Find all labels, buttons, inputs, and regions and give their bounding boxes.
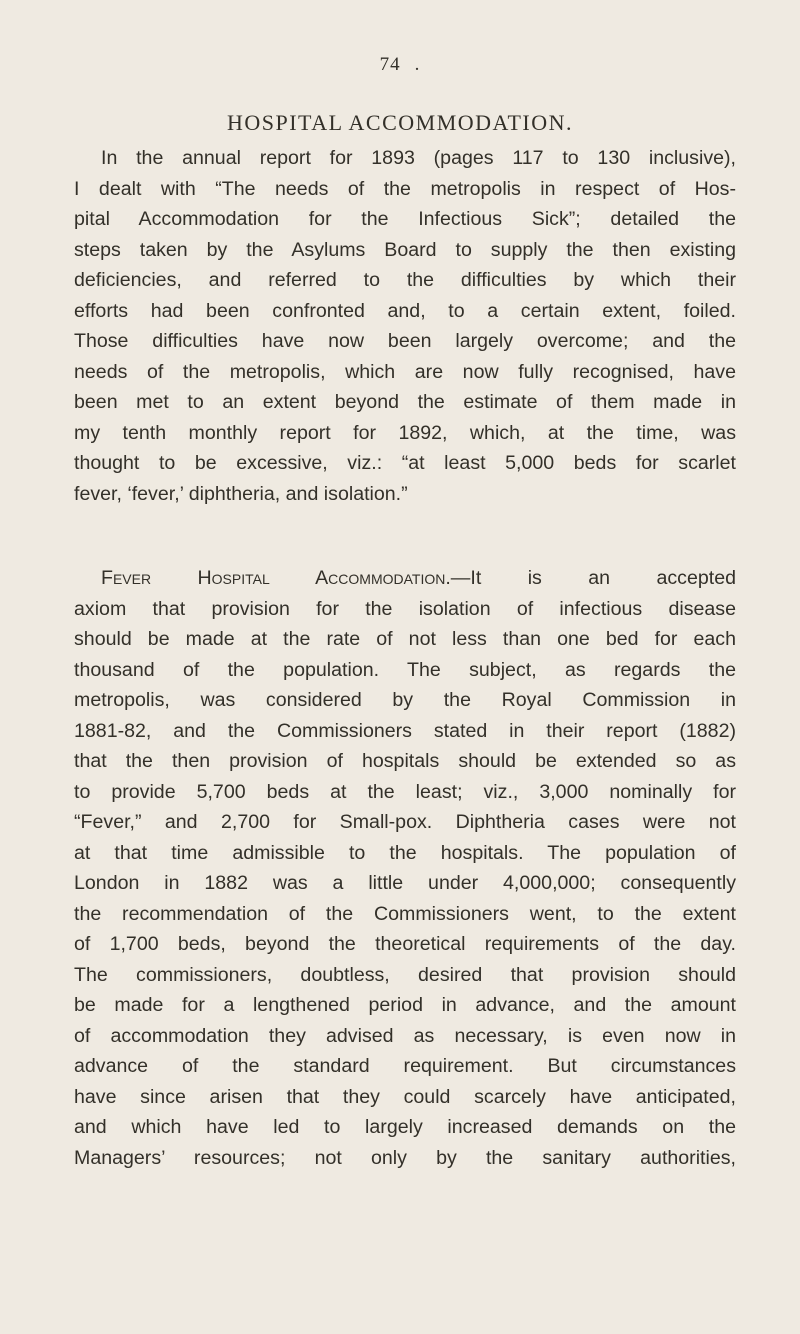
page-number (0, 54, 800, 76)
paragraph-1-line: I dealt with “The needs of the metropolis in respect of Hos- (74, 177, 736, 200)
paragraph-2-line: advance of the standard requirement. But circumstances (74, 1055, 736, 1077)
paragraph-2-line: 1881-82, and the Commissioners stated in their report (1882) (74, 719, 736, 742)
paragraph-2-line: should be made at the rate of not less than one bed for each (74, 628, 736, 650)
paragraph-1-line: my tenth monthly report for 1892, which, at the time, was (74, 421, 736, 444)
paragraph-2-line: of 1,700 beds, beyond the theoretical requirements of the day. (74, 933, 736, 955)
page-number-value: 74 (379, 54, 401, 75)
page-number-mark: . (414, 54, 421, 75)
paragraph-1-line: fever, ‘fever,’ diphtheria, and isolation.” (74, 482, 408, 505)
paragraph-1-line: efforts had been confronted and, to a certain extent, foiled. (74, 299, 736, 322)
paragraph-2-line: thousand of the population. The subject, as regards the (74, 658, 736, 681)
paragraph-2-line: Managers’ resources; not only by the sanitary authorities, (74, 1146, 736, 1169)
paragraph-2-line: at that time admissible to the hospitals. The population of (74, 841, 736, 864)
paragraph-2-line: “Fever,” and 2,700 for Small-pox. Diphtheria cases were not (74, 811, 736, 833)
paragraph-1-line: Those difficulties have now been largely overcome; and the (74, 330, 736, 352)
paragraph-2-first-line-text: —It is an accepted (450, 567, 737, 589)
paragraph-1-line: thought to be excessive, viz.: “at least 5,000 beds for scarlet (74, 452, 736, 474)
paragraph-1-line: steps taken by the Asylums Board to supply the then existing (74, 238, 736, 261)
paragraph-2 (74, 563, 736, 1173)
paragraph-2-line: to provide 5,700 beds at the least; viz., 3,000 nominally for (74, 780, 736, 803)
paragraph-2-line: the recommendation of the Commissioners went, to the extent (74, 902, 736, 925)
paragraph-1-line: deficiencies, and referred to the difficulties by which their (74, 269, 736, 291)
paragraph-2-line: The commissioners, doubtless, desired that provision should (74, 963, 736, 986)
section-heading: HOSPITAL ACCOMMODATION. (226, 110, 574, 135)
paragraph-2-line: axiom that provision for the isolation of infectious disease (74, 597, 736, 620)
paragraph-2-line: metropolis, was considered by the Royal Commission in (74, 689, 736, 711)
paragraph-2-line: be made for a lengthened period in advance, and the amount (74, 994, 736, 1016)
paragraph-1-line: In the annual report for 1893 (pages 117 to 130 inclusive), (101, 147, 736, 169)
paragraph-2-line: have since arisen that they could scarcely have anticipated, (74, 1085, 736, 1108)
paragraph-1-line: been met to an extent beyond the estimate of them made in (74, 391, 736, 413)
paragraph-2-line: of accommodation they advised as necessary, is even now in (74, 1024, 736, 1047)
paragraph-2-run-in-heading: Fever Hospital Accommodation. (101, 567, 451, 589)
paragraph-2-first-line (74, 563, 736, 594)
paragraph-2-line: that the then provision of hospitals should be extended so as (74, 750, 736, 772)
paragraph-1-line: pital Accommodation for the Infectious Sick”; detailed the (74, 208, 736, 230)
paragraph-1-line: needs of the metropolis, which are now fully recognised, have (74, 360, 736, 383)
paragraph-1 (74, 143, 736, 509)
paragraph-2-line: and which have led to largely increased demands on the (74, 1116, 736, 1138)
paragraph-2-line: London in 1882 was a little under 4,000,000; consequently (74, 872, 736, 894)
